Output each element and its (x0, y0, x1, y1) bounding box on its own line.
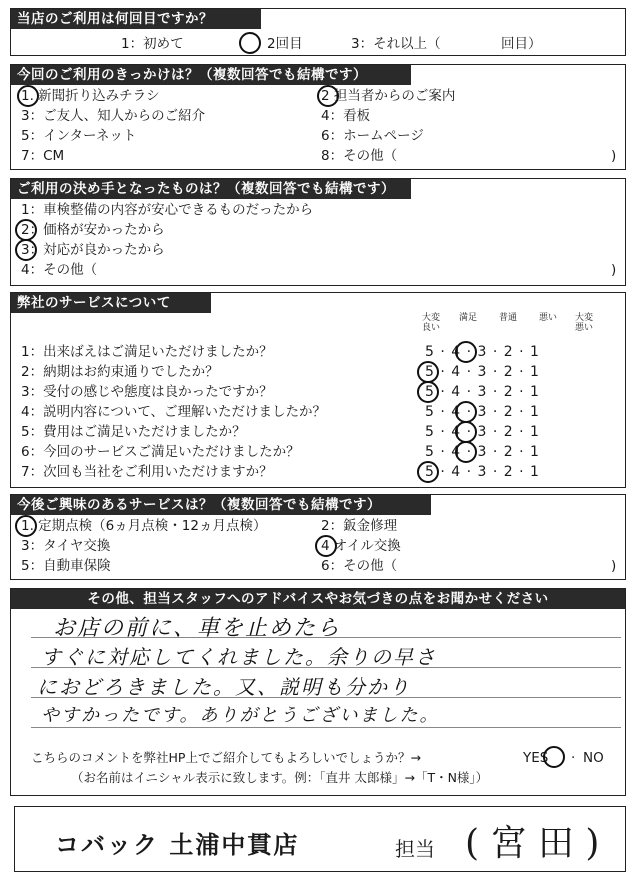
q1-option-2[interactable]: 2回目 (267, 36, 303, 52)
q4-scale-1[interactable]: 5 · 4 · 3 · 2 · 1 (425, 344, 540, 360)
q4-header: 弊社のサービスについて (11, 293, 211, 313)
q5-option-4[interactable]: 4 オイル交換 (321, 538, 401, 554)
col-head-bad: 悪い (538, 313, 557, 323)
q4-section (10, 292, 626, 488)
consent-yes-circle (543, 746, 565, 768)
q5-option-6-close: ) (611, 558, 617, 574)
consent-note: （お名前はイニシャル表示に致します。例：「直井 太郎様」→「T・N様」） (71, 770, 489, 785)
q1-option-3-suffix: 回目） (501, 36, 542, 52)
q1-header: 当店のご利用は何回目ですか？ (11, 9, 261, 29)
consent-no[interactable]: NO (583, 750, 604, 766)
q4-answer-circle-2 (417, 361, 439, 383)
q2-option-8[interactable]: 8：その他（ (321, 148, 398, 164)
q2-option-2[interactable]: 2 担当者からのご案内 (321, 88, 456, 104)
q1-circle-mark (239, 32, 261, 54)
q4-answer-circle-6 (455, 441, 477, 463)
q2-option-7[interactable]: 7：CM (21, 148, 65, 164)
col-head-normal: 普通 (498, 313, 517, 323)
q3-option-2[interactable]: 2：価格が安かったから (21, 222, 165, 238)
company-name: コバック 土浦中貫店 (55, 831, 300, 859)
comment-line-2[interactable]: すぐに対応してくれました。余りの早さ (41, 645, 437, 669)
q2-header: 今回のご利用のきっかけは？（複数回答でも結構です） (11, 65, 411, 85)
q4-scale-4[interactable]: 5 · 4 · 3 · 2 · 1 (425, 404, 540, 420)
col-head-very-good: 大変 良い (421, 313, 440, 333)
consent-question: こちらのコメントを弊社HP上でご紹介してもよろしいでしょうか？→ (31, 750, 421, 765)
q4-question-6: 6：今回のサービスご満足いただけましたか？ (21, 444, 300, 460)
consent-yes[interactable]: YES (523, 750, 549, 766)
q3-option-1[interactable]: 1：車検整備の内容が安心できるものだったから (21, 202, 314, 218)
col-head-very-bad: 大変 悪い (574, 313, 593, 333)
q2-option-8-close: ) (611, 148, 617, 164)
q3-option-4[interactable]: 4：その他（ (21, 262, 98, 278)
q4-question-3: 3：受付の感じや態度は良かったですか？ (21, 384, 273, 400)
q5-option-5[interactable]: 5：自動車保険 (21, 558, 111, 574)
q2-circle-2 (317, 85, 339, 107)
q2-section (10, 64, 626, 170)
staff-label: 担当 (395, 837, 435, 861)
q5-section (10, 494, 626, 580)
q5-option-6[interactable]: 6：その他（ (321, 558, 398, 574)
q2-option-3[interactable]: 3：ご友人、知人からのご紹介 (21, 108, 206, 124)
q2-option-6[interactable]: 6：ホームページ (321, 128, 424, 144)
q3-option-3[interactable]: 3：対応が良かったから (21, 242, 165, 258)
q5-circle-1 (15, 515, 37, 537)
q4-question-7: 7：次回も当社をご利用いただけますか？ (21, 464, 273, 480)
q2-option-5[interactable]: 5：インターネット (21, 128, 137, 144)
q4-answer-circle-3 (417, 381, 439, 403)
col-head-satisfied: 満足 (458, 313, 477, 323)
ruled-line-4 (31, 727, 621, 728)
q2-circle-1 (17, 85, 39, 107)
comment-line-1[interactable]: お店の前に、車を止めたら (53, 616, 342, 641)
q4-answer-circle-1 (455, 341, 477, 363)
q3-circle-2 (15, 219, 37, 241)
q4-scale-2[interactable]: 5 · 4 · 3 · 2 · 1 (425, 364, 540, 380)
q4-answer-circle-4 (455, 401, 477, 423)
q2-option-1[interactable]: 1. 新聞折り込みチラシ (21, 88, 160, 104)
q4-scale-7[interactable]: 5 · 4 · 3 · 2 · 1 (425, 464, 540, 480)
q3-header: ご利用の決め手となったものは？（複数回答でも結構です） (11, 179, 411, 199)
q4-answer-circle-7 (417, 461, 439, 483)
q5-option-2[interactable]: 2：鈑金修理 (321, 518, 398, 534)
q4-scale-5[interactable]: 5 · 4 · 3 · 2 · 1 (425, 424, 540, 440)
q3-section (10, 178, 626, 286)
staff-name: ( 宮 田 ) (465, 823, 600, 864)
q6-header: その他、担当スタッフへのアドバイスやお気づきの点をお聞かせください (11, 589, 625, 609)
consent-separator: · (571, 750, 576, 766)
q1-section (10, 8, 626, 56)
q5-option-3[interactable]: 3：タイヤ交換 (21, 538, 111, 554)
q4-scale-3[interactable]: 5 · 4 · 3 · 2 · 1 (425, 384, 540, 400)
q4-question-2: 2：納期はお約束通りでしたか？ (21, 364, 219, 380)
q4-question-1: 1：出来ばえはご満足いただけましたか？ (21, 344, 273, 360)
q5-header: 今後ご興味のあるサービスは？（複数回答でも結構です） (11, 495, 431, 515)
q3-circle-3 (15, 239, 37, 261)
q6-section (10, 588, 626, 796)
q4-question-5: 5：費用はご満足いただけましたか？ (21, 424, 246, 440)
comment-line-4[interactable]: やすかったです。ありがとうございました。 (41, 705, 440, 726)
comment-line-3[interactable]: におどろきました。又、説明も分かり (37, 675, 411, 699)
q1-option-3[interactable]: 3：それ以上（ (351, 36, 441, 52)
q3-option-4-close: ) (611, 262, 617, 278)
q4-scale-6[interactable]: 5 · 4 · 3 · 2 · 1 (425, 444, 540, 460)
q1-option-1[interactable]: 1：初めて (121, 36, 184, 52)
q4-answer-circle-5 (455, 421, 477, 443)
footer-box (14, 806, 626, 872)
q4-question-4: 4：説明内容について、ご理解いただけましたか？ (21, 404, 327, 420)
q5-circle-4 (315, 535, 337, 557)
q5-option-1[interactable]: 1. 定期点検（6ヵ月点検・12ヵ月点検） (21, 518, 267, 534)
q2-option-4[interactable]: 4：看板 (321, 108, 371, 124)
